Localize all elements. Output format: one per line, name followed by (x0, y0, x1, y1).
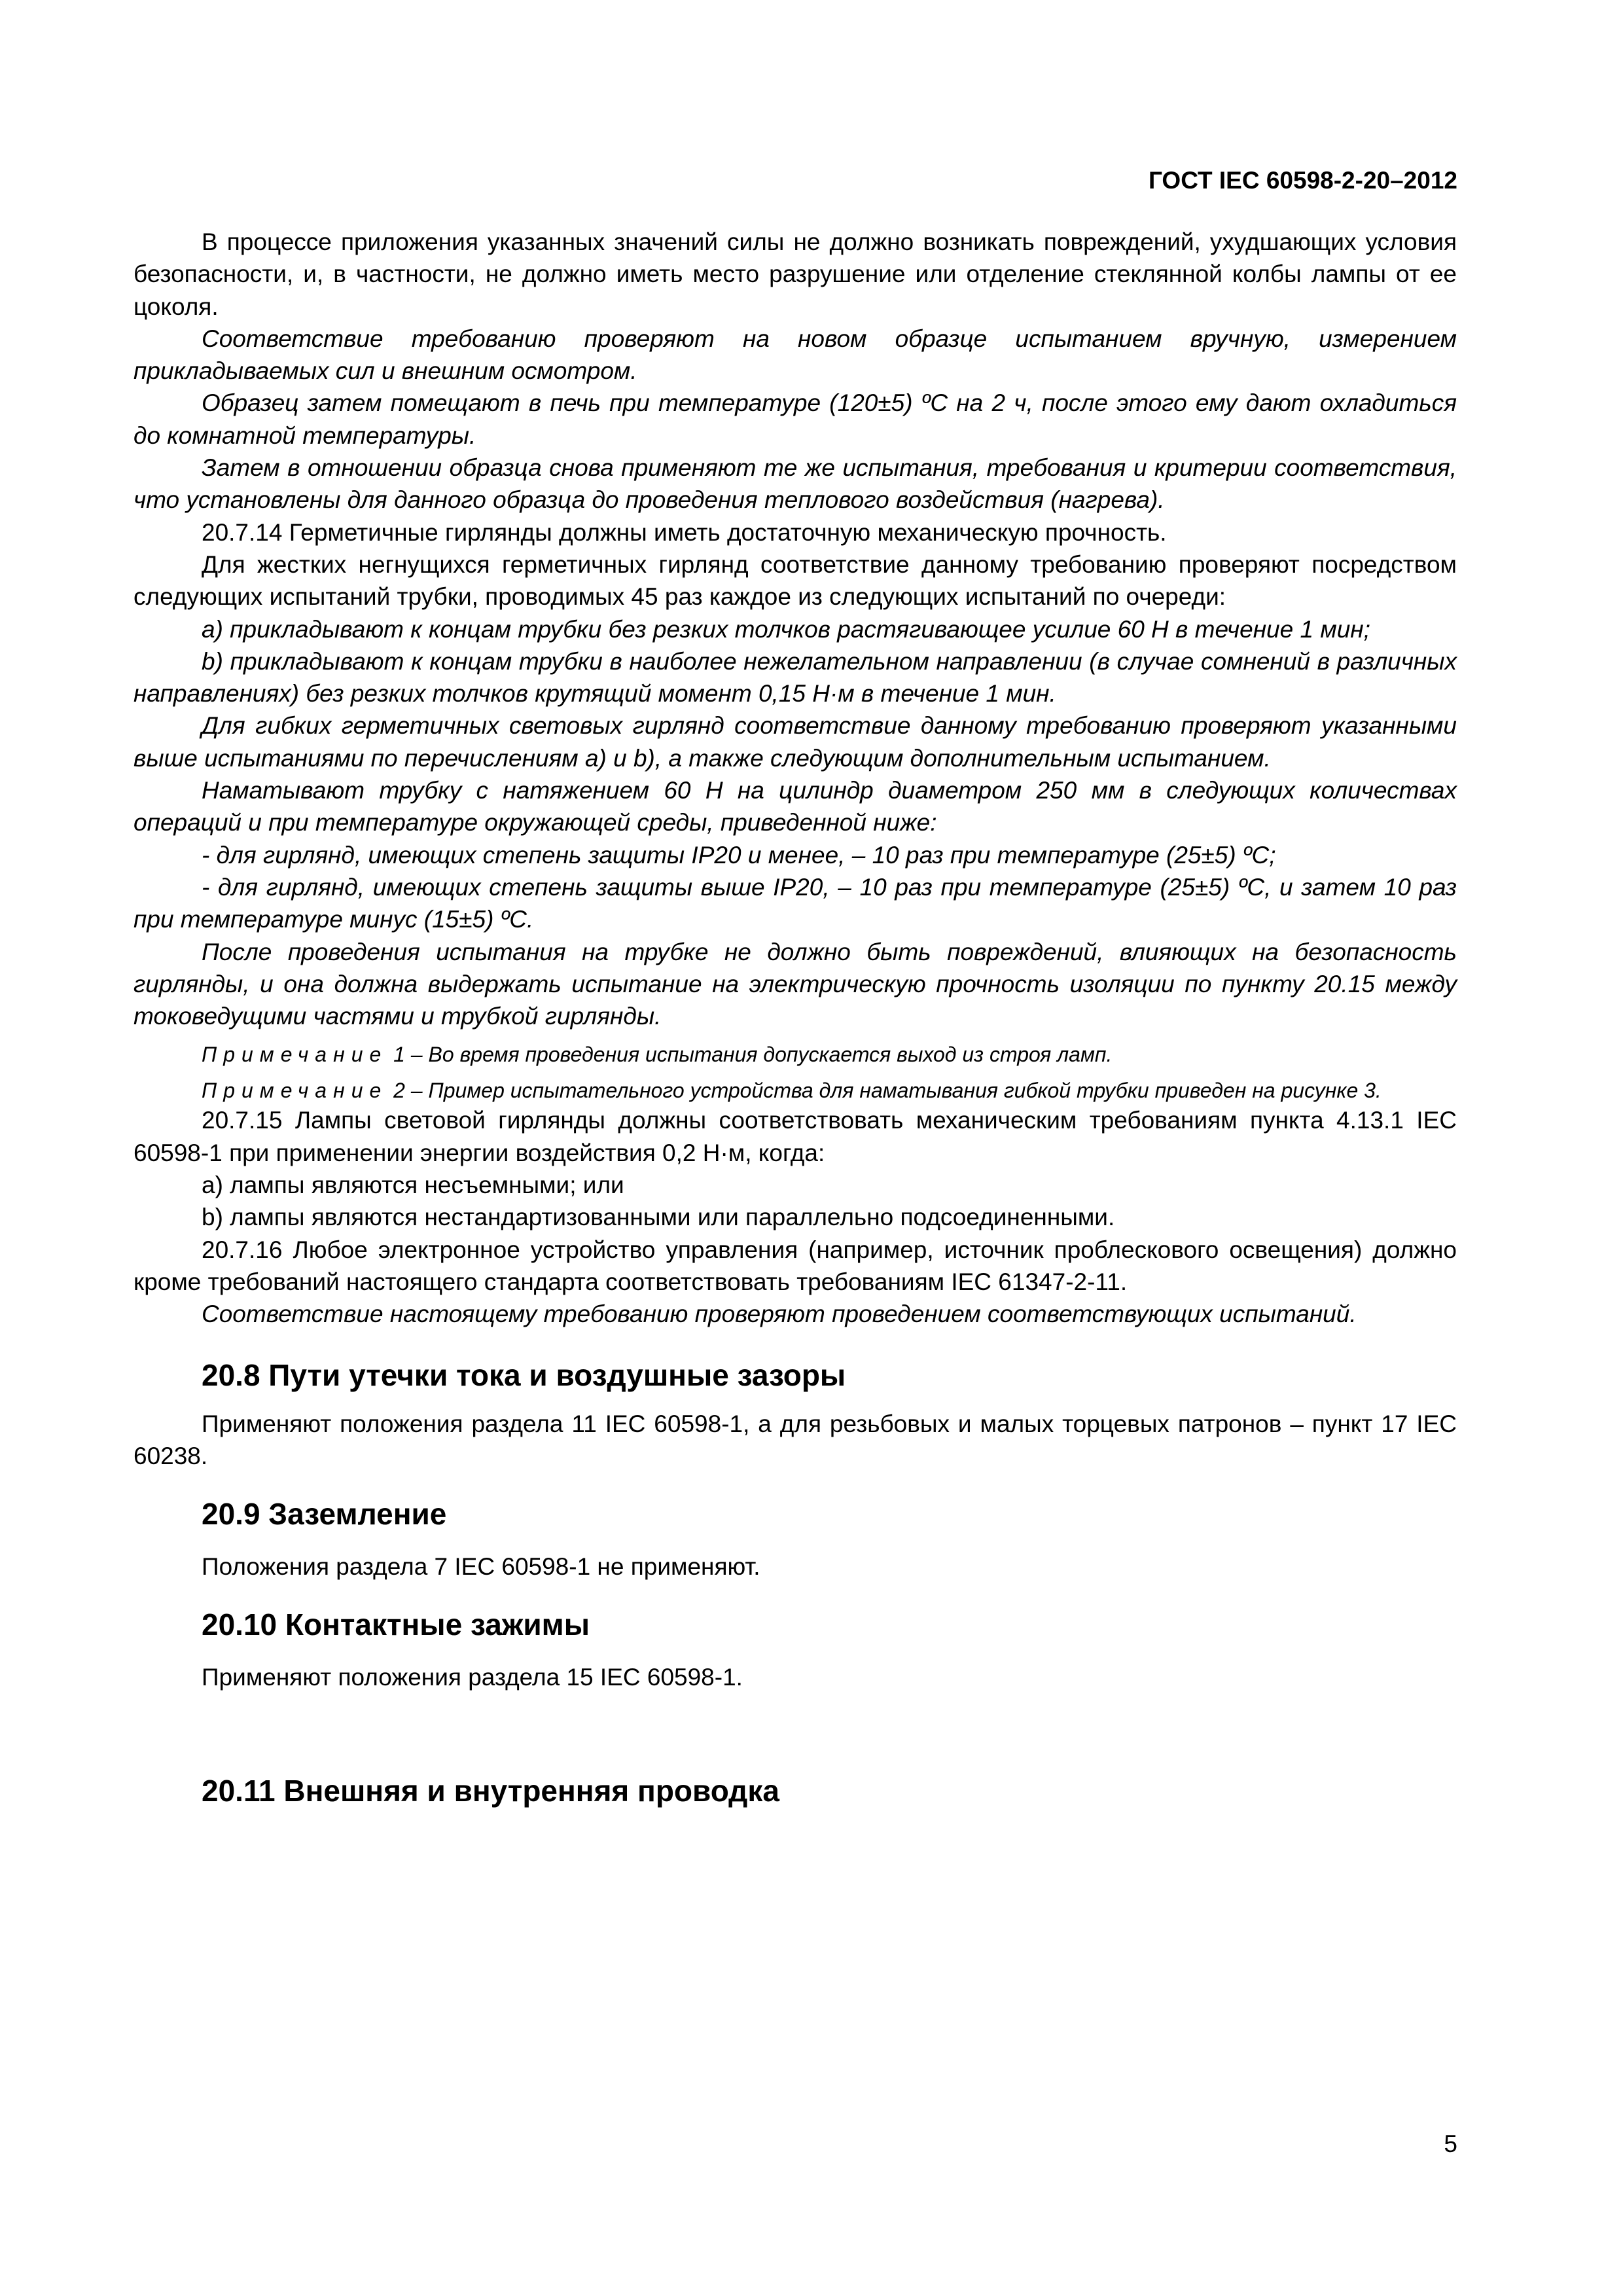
list-item: b) прикладывают к концам трубки в наиболее нежелательном направлении (в случае сомнений в различных направлениях) без резких толчков крутящий момент 0,15 Н·м в течение 1 мин. (134, 647, 1457, 708)
section-paragraph: Положения раздела 7 IEC 60598-1 не применяют. (202, 1553, 760, 1581)
paragraph: 20.7.16 Любое электронное устройство управления (например, источник проблескового освещения) должно кроме требований настоящего стандарта соответствовать требованиям IEC 61347-2-11. (134, 1236, 1457, 1295)
list-item: b) лампы являются нестандартизованными или параллельно подсоединенными. (202, 1204, 1115, 1231)
page-number: 5 (1444, 2130, 1457, 2157)
paragraph: Образец затем помещают в печь при температуре (120±5) ºС на 2 ч, после этого ему дают охладиться до комнатной температуры. (134, 389, 1457, 449)
section-heading: 20.11 Внешняя и внутренняя проводка (202, 1773, 779, 1808)
document-body (134, 226, 1457, 1809)
note-label: Примечание (202, 1043, 388, 1067)
paragraph: Для гибких герметичных световых гирлянд соответствие данному требованию проверяют указанными выше испытаниями по перечислениям a) и b), а также следующим дополнительным испытанием. (134, 712, 1457, 772)
paragraph: Для жестких негнущихся герметичных гирлянд соответствие данному требованию проверяют посредством следующих испытаний трубки, проводимых 45 раз каждое из следующих испытаний по очереди: (134, 550, 1457, 611)
document-code-header: ГОСТ IEC 60598-2-20–2012 (1148, 167, 1457, 194)
section-heading: 20.8 Пути утечки тока и воздушные зазоры (202, 1357, 846, 1392)
note-text: 2 – Пример испытательного устройства для наматывания гибкой трубки приведен на рисунке 3. (387, 1079, 1382, 1103)
list-item: - для гирлянд, имеющих степень защиты IP20 и менее, – 10 раз при температуре (25±5) ºС; (202, 841, 1276, 869)
list-item: - для гирлянд, имеющих степень защиты выше IP20, – 10 раз при температуре (25±5) ºС, и затем 10 раз при температуре минус (15±5) ºС. (134, 873, 1457, 933)
paragraph: 20.7.15 Лампы световой гирлянды должны соответствовать механическим требованиям пункта 4.13.1 IEC 60598-1 при применении энергии воздействия 0,2 Н·м, когда: (134, 1107, 1457, 1166)
list-item: a) лампы являются несъемными; или (202, 1172, 624, 1199)
list-item: a) прикладывают к концам трубки без резких толчков растягивающее усилие 60 Н в течение 1 мин; (202, 615, 1370, 643)
paragraph: 20.7.14 Герметичные гирлянды должны иметь достаточную механическую прочность. (202, 518, 1167, 546)
paragraph: Соответствие требованию проверяют на новом образце испытанием вручную, измерением прикладываемых сил и внешним осмотром. (134, 325, 1457, 385)
note-1 (134, 1041, 1457, 1068)
note-label: Примечание (202, 1079, 388, 1103)
paragraph: Наматывают трубку с натяжением 60 Н на цилиндр диаметром 250 мм в следующих количествах операций и при температуре окружающей среды, приведенной ниже: (134, 777, 1457, 836)
note-2 (134, 1077, 1457, 1104)
paragraph: Затем в отношении образца снова применяют те же испытания, требования и критерии соответствия, что установлены для данного образца до проведения теплового воздействия (нагрева). (134, 454, 1457, 514)
section-paragraph: Применяют положения раздела 11 IEC 60598-1, а для резьбовых и малых торцевых патронов – пункт 17 IEC 60238. (134, 1410, 1457, 1469)
section-paragraph: Применяют положения раздела 15 IEC 60598-1. (202, 1664, 743, 1691)
paragraph: Соответствие настоящему требованию проверяют проведением соответствующих испытаний. (202, 1300, 1357, 1328)
paragraph: После проведения испытания на трубке не должно быть повреждений, влияющих на безопасность гирлянды, и она должна выдержать испытание на электрическую прочность изоляции по пункту 20.15 между токоведущими частями и трубкой гирлянды. (134, 938, 1457, 1030)
note-text: 1 – Во время проведения испытания допускается выход из строя ламп. (387, 1043, 1113, 1067)
paragraph: В процессе приложения указанных значений силы не должно возникать повреждений, ухудшающих условия безопасности, и, в частности, не должно иметь место разрушение или отделение стеклянной колбы лампы от ее цоколя. (134, 228, 1457, 320)
section-heading: 20.10 Контактные зажимы (202, 1607, 590, 1642)
section-heading: 20.9 Заземление (202, 1497, 447, 1532)
